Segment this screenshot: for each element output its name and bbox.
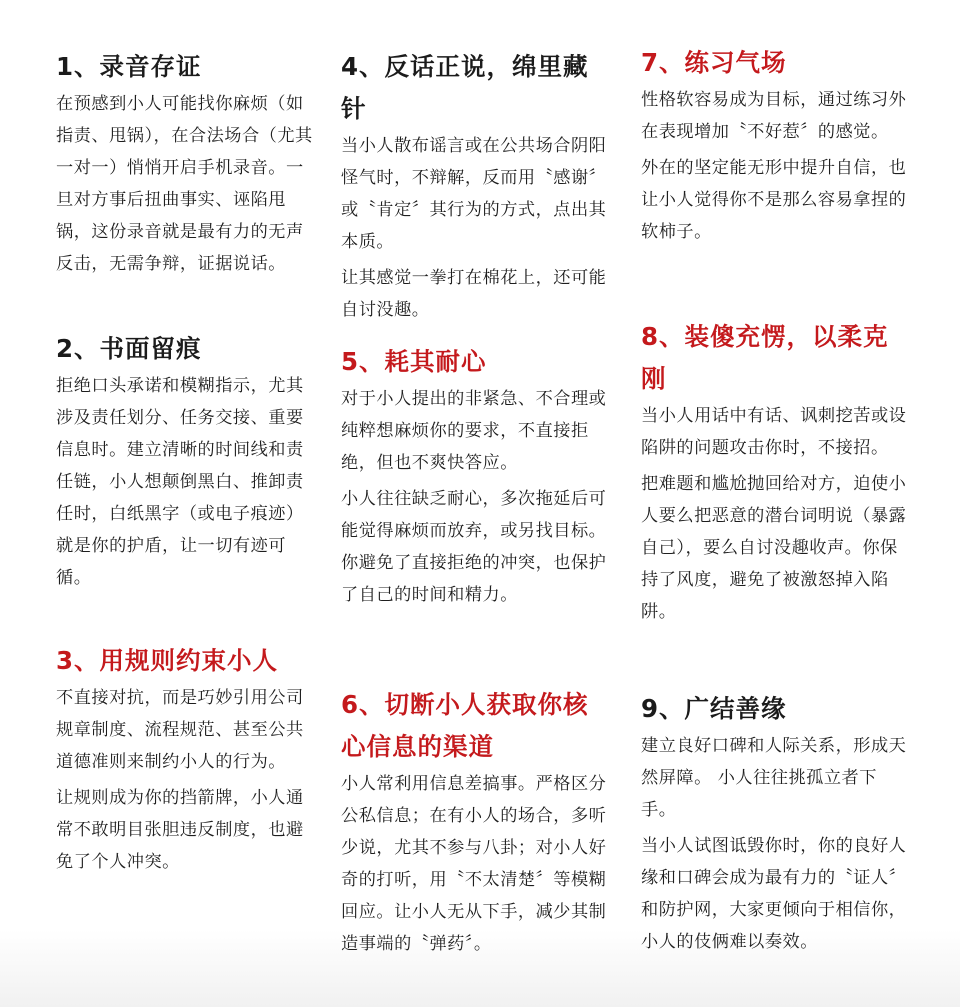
section-9-paragraph-2: 当小人试图诋毁你时，你的良好人缘和口碑会成为最有力的〝证人〞和防护网，大家更倾向于相信你，小人的伎俩难以奏效。 bbox=[641, 836, 907, 952]
section-5-title: 5、耗其耐心 bbox=[341, 347, 487, 376]
section-5-paragraph-1: 对于小人提出的非紧急、不合理或纯粹想麻烦你的要求，不直接拒绝，但也不爽快答应。 bbox=[341, 389, 607, 473]
section-5-paragraph-2: 小人往往缺乏耐心，多次拖延后可能觉得麻烦而放弃，或另找目标。你避免了直接拒绝的冲突，也保护了自己的时间和精力。 bbox=[341, 489, 607, 605]
section-9 bbox=[641, 688, 911, 958]
section-9-paragraph-1: 建立良好口碑和人际关系，形成天然屏障。 小人往往挑孤立者下手。 bbox=[641, 736, 907, 820]
section-4-paragraph-2: 让其感觉一拳打在棉花上，还可能自讨没趣。 bbox=[341, 268, 607, 320]
section-7-paragraph-1: 性格软容易成为目标，通过练习外在表现增加〝不好惹〞的感觉。 bbox=[641, 90, 907, 142]
section-4-paragraph-1: 当小人散布谣言或在公共场合阴阳怪气时，不辩解，反而用〝感谢〞或〝肯定〞其行为的方式，点出其本质。 bbox=[341, 136, 607, 252]
section-4 bbox=[341, 46, 613, 326]
section-8-paragraph-1: 当小人用话中有话、讽刺挖苦或设陷阱的问题攻击你时，不接招。 bbox=[641, 406, 907, 458]
section-6 bbox=[341, 684, 613, 960]
section-3-paragraph-2: 让规则成为你的挡箭牌，小人通常不敢明目张胆违反制度，也避免了个人冲突。 bbox=[56, 788, 304, 872]
section-2-title: 2、书面留痕 bbox=[56, 334, 202, 363]
section-7 bbox=[641, 42, 911, 248]
section-6-title: 6、切断小人获取你核心信息的渠道 bbox=[341, 690, 589, 761]
section-7-paragraph-2: 外在的坚定能无形中提升自信，也让小人觉得你不是那么容易拿捏的软柿子。 bbox=[641, 158, 907, 242]
section-4-title: 4、反话正说，绵里藏针 bbox=[341, 52, 589, 123]
section-3-paragraph-1: 不直接对抗，而是巧妙引用公司规章制度、流程规范、甚至公共道德准则来制约小人的行为。 bbox=[56, 688, 304, 772]
section-8-title: 8、装傻充愣，以柔克刚 bbox=[641, 322, 889, 393]
section-3-title: 3、用规则约束小人 bbox=[56, 646, 279, 675]
section-1-title: 1、录音存证 bbox=[56, 52, 202, 81]
section-1-paragraph-1: 在预感到小人可能找你麻烦（如指责、甩锅），在合法场合（尤其一对一）悄悄开启手机录音。一旦对方事后扭曲事实、诬陷甩锅，这份录音就是最有力的无声反击，无需争辩，证据说话。 bbox=[56, 94, 313, 274]
section-6-paragraph-1: 小人常利用信息差搞事。严格区分公私信息；在有小人的场合，多听少说，尤其不参与八卦；对小人好奇的打听，用〝不太清楚〞等模糊回应。让小人无从下手，减少其制造事端的〝弹药〞。 bbox=[341, 774, 607, 954]
section-7-title: 7、练习气场 bbox=[641, 48, 787, 77]
section-8-paragraph-2: 把难题和尴尬抛回给对方，迫使小人要么把恶意的潜台词明说（暴露自己），要么自讨没趣收声。你保持了风度，避免了被激怒掉入陷阱。 bbox=[641, 474, 907, 622]
section-9-title: 9、广结善缘 bbox=[641, 694, 787, 723]
section-5 bbox=[341, 341, 613, 611]
section-2 bbox=[56, 328, 314, 594]
section-2-paragraph-1: 拒绝口头承诺和模糊指示，尤其涉及责任划分、任务交接、重要信息时。建立清晰的时间线和责任链，小人想颠倒黑白、推卸责任时，白纸黑字（或电子痕迹）就是你的护盾，让一切有迹可循。 bbox=[56, 376, 304, 588]
section-1 bbox=[56, 46, 314, 280]
section-8 bbox=[641, 316, 911, 628]
section-3 bbox=[56, 640, 314, 878]
